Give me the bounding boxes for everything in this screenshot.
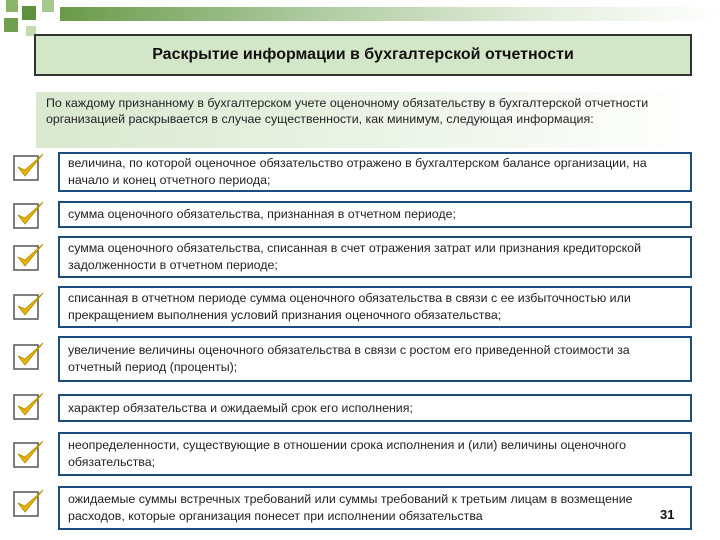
- list-item-text: неопределенности, существующие в отношении срока исполнения и (или) величины оценочного обязательства;: [58, 432, 692, 476]
- checkbox-checked-icon: [12, 391, 46, 421]
- checkbox-checked-icon: [12, 291, 46, 321]
- checkbox-checked-icon: [12, 341, 46, 371]
- checkbox-checked-icon: [12, 439, 46, 469]
- checkbox-checked-icon: [12, 200, 46, 230]
- list-item-text: увеличение величины оценочного обязательства в связи с ростом его приведенной стоимости за отчетный период (проценты);: [58, 336, 692, 382]
- list-item-text: списанная в отчетном периоде сумма оценочного обязательства в связи с ее избыточностью или прекращением выполнения условий признания оценочного обязательства;: [58, 286, 692, 328]
- checkbox-checked-icon: [12, 242, 46, 272]
- header-gradient-bar: [60, 7, 720, 21]
- page-number: 31: [660, 507, 675, 522]
- list-item-text: сумма оценочного обязательства, списанная в счет отражения затрат или признания кредиторской задолженности в отчетном периоде;: [58, 236, 692, 278]
- list-item-text: величина, по которой оценочное обязательство отражено в бухгалтерском балансе организации, на начало и конец отчетного периода;: [58, 152, 692, 192]
- slide-title: [34, 34, 692, 76]
- checkbox-checked-icon: [12, 152, 46, 182]
- list-item-text: ожидаемые суммы встречных требований или суммы требований к третьим лицам в возмещение расходов, которые организация понесет при исполнении обязательства: [58, 486, 692, 530]
- slide-title-text: Раскрытие информации в бухгалтерской отчетности: [152, 46, 574, 63]
- intro-text: По каждому признанному в бухгалтерском учете оценочному обязательству в бухгалтерской отчетности организацией раскрывается в случае существенности, как минимум, следующая информация:: [36, 92, 692, 148]
- list-item-text: сумма оценочного обязательства, признанная в отчетном периоде;: [58, 201, 692, 228]
- list-item-text: характер обязательства и ожидаемый срок его исполнения;: [58, 394, 692, 422]
- checkbox-checked-icon: [12, 488, 46, 518]
